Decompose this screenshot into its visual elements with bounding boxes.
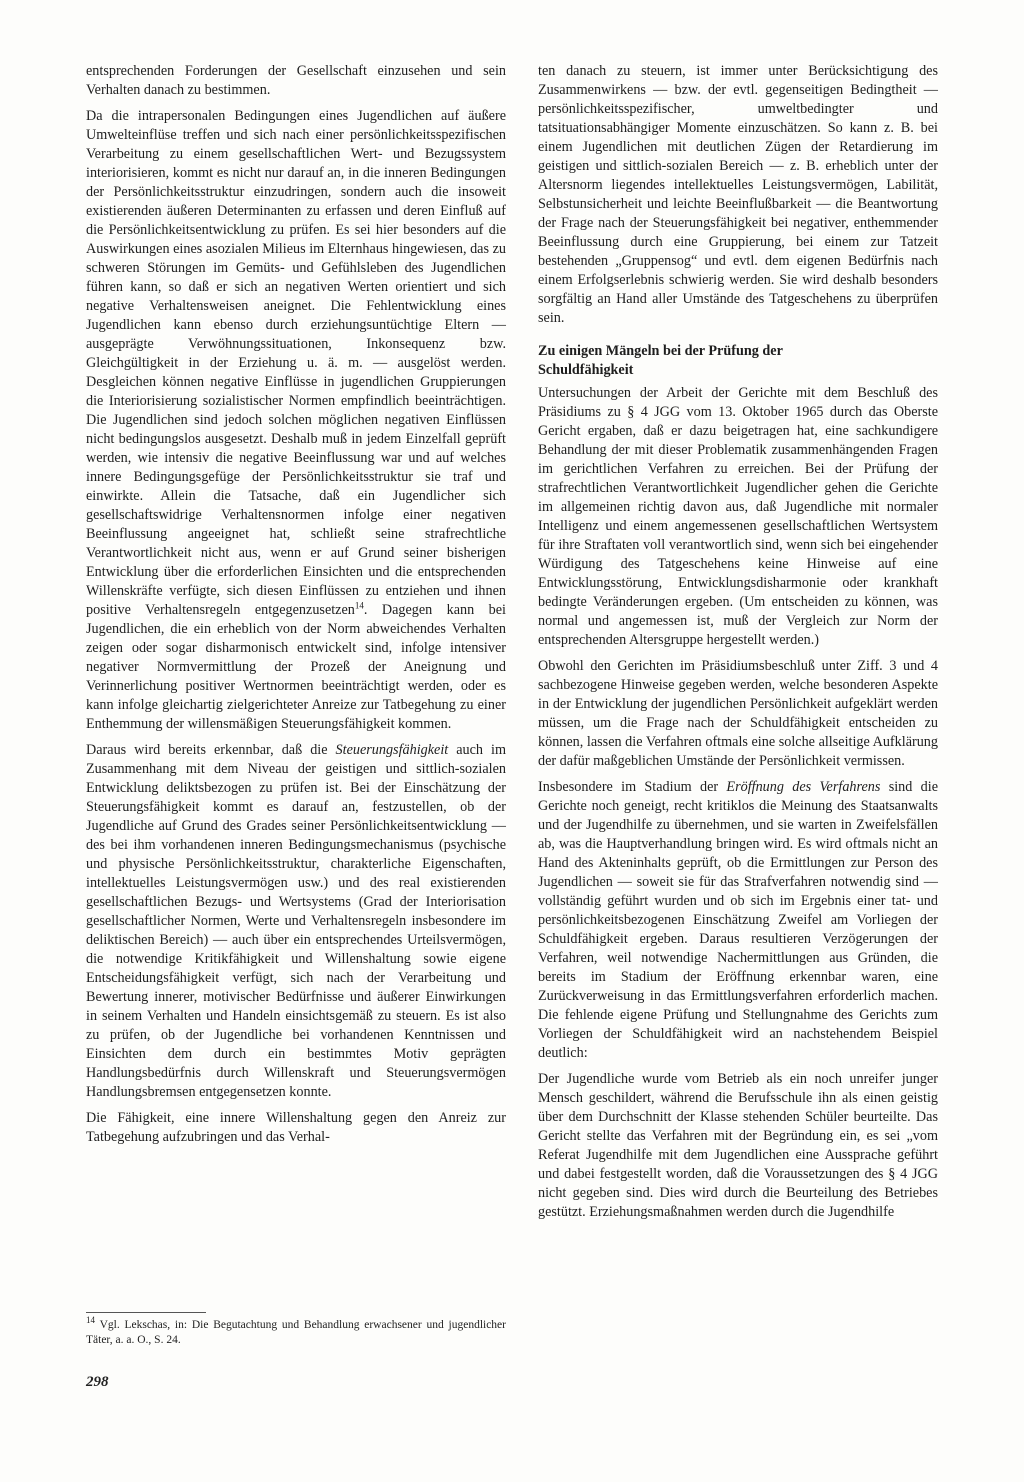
- paragraph: Insbesondere im Stadium der Eröffnung des Verfahrens sind die Gerichte noch geneigt, recht kritiklos die Meinung des Staatsanwalts und der Jugendhilfe zu übernehmen, und sie warten in Zweifelsfällen ab, was die Hauptverhandlung bringen wird. Es wird oftmals nicht an Hand des Akteninhalts geprüft, ob die Ermittlungen zur Person des Jugendlichen — soweit sie für das Strafverfahren notwendig sind — vollständig geführt wurden und ob sich im Ergebnis einer tat- und persönlichkeitsbezogenen Einschätzung Zweifel am Vorliegen der Schuldfähigkeit ergeben. Daraus resultieren Verzögerungen der Verfahren, weil notwendige Nachermittlungen aus Gründen, die bereits im Stadium der Eröffnung erkennbar waren, eine Zurückverweisung in das Ermittlungsverfahren erforderlich machen. Die fehlende eigene Prüfung und Stellungnahme des Gerichts zum Vorliegen der Schuldfähigkeit wird an nachstehendem Beispiel deutlich:: [538, 779, 938, 1061]
- footnote: [86, 1315, 506, 1348]
- footnote-text: Vgl. Lekschas, in: Die Begutachtung und Behandlung erwachsener und jugendlicher Täter, a. a. O., S. 24.: [86, 1319, 506, 1346]
- paragraph: Der Jugendliche wurde vom Betrieb als ein noch unreifer junger Mensch geschildert, während die Berufsschule ihn als einen geistig über dem Durchschnitt der Klasse stehenden Schüler beurteilte. Das Gericht stellte das Verfahren mit der Begründung ein, es sei „vom Referat Jugendhilfe mit dem Jugendlichen eine Aussprache geführt und dabei festgestellt worden, daß die Voraussetzungen des § 4 JGG nicht gegeben sind. Dies wird durch die Beurteilung des Betriebes gestützt. Erziehungsmaßnahmen werden durch die Jugendhilfe: [538, 1071, 938, 1220]
- paragraph: Obwohl den Gerichten im Präsidiumsbeschluß unter Ziff. 3 und 4 sachbezogene Hinweise gegeben werden, welche besonderen Aspekte in der Entwicklung der jugendlichen Persönlichkeit aufgeklärt werden müssen, um die Frage nach der Schuldfähigkeit entscheiden zu können, lassen die Verfahren oftmals eine solche allseitige Aufklärung der dafür maßgeblichen Umstände der Persönlichkeit vermissen.: [538, 658, 938, 769]
- paragraph: Die Fähigkeit, eine innere Willenshaltung gegen den Anreiz zur Tatbegehung aufzubringen und das Verhal-: [86, 1110, 506, 1145]
- paragraph: Da die intrapersonalen Bedingungen eines Jugendlichen auf äußere Umwelteinflüse treffen und sich nach einer persönlichkeitsspezifischen Verarbeitung zu einem gesellschaftlichen Wert- und Bezugssystem interiorisieren, kommt es nicht nur darauf an, in die inneren Bedingungen der Persönlichkeitsstruktur einzudringen, sondern auch die insoweit existierenden äußeren Determinanten zu erfassen und deren Einfluß auf die Persönlichkeitsentwicklung zu prüfen. Es sei hier besonders auf die Auswirkungen eines asozialen Milieus im Elternhaus hingewiesen, das zu schweren Störungen im Gemüts- und Gefühlsleben des Jugendlichen führen kann, so daß er sich an negativen Werten orientiert und sich negative Verhaltensweisen aneignet. Die Fehlentwicklung eines Jugendlichen kann ebenso durch erziehungsuntüchtige Eltern — ausgeprägte Verwöhnungssituationen, Inkonsequenz bzw. Gleichgültigkeit in der Erziehung u. ä. m. — ausgelöst werden. Desgleichen können negative Einflüsse in jugendlichen Gruppierungen die Interiorisierung sozialistischer Normen empfindlich beeinträchtigen. Die Jugendlichen sind jedoch solchen möglichen negativen Einflüssen nicht bedingungslos ausgesetzt. Deshalb muß in jedem Einzelfall geprüft werden, wie intensiv die negative Beeinflussung war und auf welches innere Bedingungsgefüge der Persönlichkeitsstruktur sie traf und einwirkte. Allein die Tatsache, daß ein Jugendlicher sich gesellschaftswidrige Verhaltensnormen infolge einer negativen Beeinflussung angeeignet hat, schließt seine strafrechtliche Verantwortlichkeit nicht aus, wenn er auf Grund seiner bisherigen Entwicklung über die erforderlichen Einsichten und die entsprechenden Willenskräfte verfügte, sich diesen Einflüssen zu entziehen und ihnen positive Verhaltensregeln entgegenzusetzen$^{14}$. Dagegen kann bei Jugendlichen, die ein erheblich von der Norm abweichendes Verhalten zeigen oder sogar disharmonisch entwickelt sind, infolge intensiver negativer Normvermittlung der Prozeß der Aneignung und Verinnerlichung positiver Wertnormen beeinträchtigt werden, oder es kann infolge gleichartig zielgerichteter Anreize zur Tatbegehung zu einer Enthemmung der willensmäßigen Steuerungsfähigkeit kommen.: [86, 108, 506, 732]
- emphasis: Steuerungsfähigkeit: [335, 742, 449, 758]
- page-number: 298: [86, 1374, 109, 1390]
- paragraph: entsprechenden Forderungen der Gesellschaft einzusehen und sein Verhalten danach zu bestimmen.: [86, 63, 506, 98]
- footnote-reference: 14: [354, 600, 364, 611]
- paragraph: Untersuchungen der Arbeit der Gerichte mit dem Beschluß des Präsidiums zu § 4 JGG vom 13. Oktober 1965 durch das Oberste Gericht ergaben, daß er dazu beigetragen hat, eine sachkundigere Behandlung der mit dieser Problematik zusammenhängenden Fragen im gerichtlichen Verfahren zu erreichen. Bei der Prüfung der strafrechtlichen Verantwortlichkeit Jugendlicher gehen die Gerichte im allgemeinen richtig davon aus, daß Jugendliche mit normaler Intelligenz und einem angemessenen gesellschaftlichen Wertsystem für ihre Straftaten voll verantwortlich sind, wenn sich bei eingehender Würdigung des Tatgeschehens keine Hinweise auf eine Entwicklungsstörung, Entwicklungsdisharmonie oder krankhaft bedingte Veränderungen ergeben. (Um entscheiden zu können, was normal und angemessen ist, muß der Vergleich zur Norm der entsprechenden Altersgruppe hergestellt werden.): [538, 385, 938, 648]
- section-heading: Zu einigen Mängeln bei der Prüfung der Schuldfähigkeit: [538, 343, 783, 378]
- emphasis: Eröffnung des Verfahrens: [726, 779, 881, 795]
- footnote-number: 14: [86, 1315, 95, 1326]
- paragraph: Daraus wird bereits erkennbar, daß die Steuerungsfähigkeit auch im Zusammenhang mit dem Niveau der geistigen und sittlich-sozialen Entwicklung deliktsbezogen zu prüfen ist. Bei der Einschätzung der Steuerungsfähigkeit kommt es darauf an, festzustellen, ob der Jugendliche auf Grund des Grades seiner Persönlichkeitsentwicklung — des bei ihm vorhandenen inneren Bedingungsmechanismus (psychische und physische Persönlichkeitsstruktur, charakterliche Eigenschaften, intellektuelles Leistungsvermögen usw.) und des real existierenden gesellschaftlichen Bezugs- und Wertsystems (Grad der Interiorisation gesellschaftlicher Normen, Werte und Verhaltensregeln insbesondere im deliktischen Bereich) — auch über ein entsprechendes Urteilsvermögen, die notwendige Kritikfähigkeit und Willenshaltung sowie eigene Entscheidungsfähigkeit verfügt, sich nach der Verarbeitung und Bewertung innerer, motivischer Bedürfnisse und äußerer Einwirkungen in seinem Verhalten und Handeln einsichtsgemäß zu steuern. Es ist also zu prüfen, ob der Jugendliche bei vorhandenen Kenntnissen und Einsichten dem durch ein bestimmtes Motiv geprägten Handlungsbedürfnis durch Willenskraft und Steuerungsvermögen Handlungsbremsen entgegensetzen konnte.: [86, 742, 506, 1100]
- right-column: [538, 62, 938, 1229]
- left-column: [86, 62, 506, 1154]
- footnote-separator: [86, 1312, 206, 1313]
- paragraph: ten danach zu steuern, ist immer unter Berücksichtigung des Zusammenwirkens — bzw. der evtl. gegenseitigen Bedingtheit — persönlichkeitsspezifischer, umweltbedingter und tatsituationsabhängiger Momente einzuschätzen. So kann z. B. bei einem Jugendlichen mit deutlichen Zügen der Retardierung im geistigen und sittlich-sozialen Bereich — z. B. erheblich unter der Altersnorm liegendes intellektuelles Leistungsvermögen, Labilität, Selbstunsicherheit und leichte Beeinflußbarkeit — die Beantwortung der Frage nach der Steuerungsfähigkeit bei negativer, enthemmender Beeinflussung durch eine Gruppierung, bei einem zur Tatzeit bestehenden „Gruppensog“ und evtl. dem eigenen Bedürfnis nach einem Erfolgserlebnis schwierig werden. Sie wird deshalb besonders sorgfältig an Hand aller Umstände des Tatgeschehens zu überprüfen sein.: [538, 63, 938, 326]
